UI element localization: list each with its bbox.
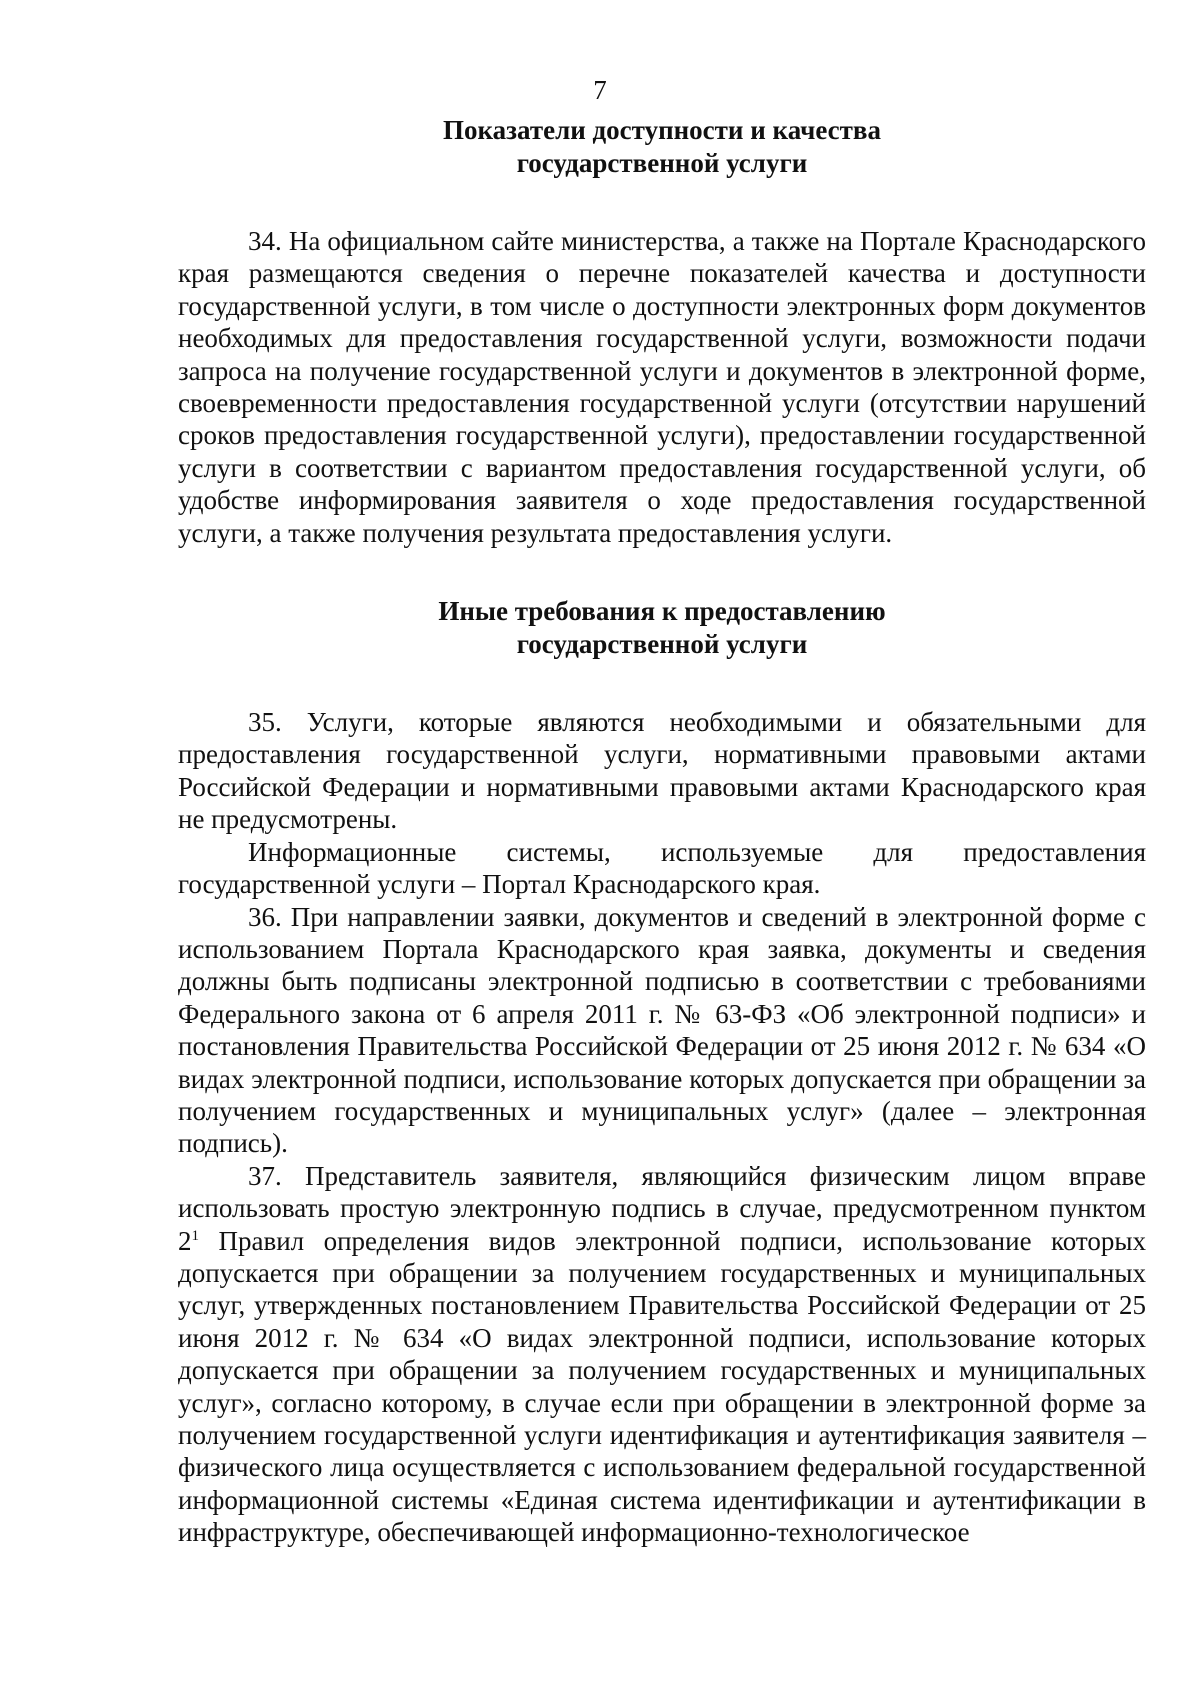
document-body xyxy=(178,114,1146,1549)
heading-line-2: государственной услуги xyxy=(516,629,808,660)
paragraph-37-part-1: 37. Представитель заявителя, являющийся физическим лицом вправе использовать простую электронную подпись в случае, предусмотренном пунктом 2 xyxy=(178,1160,1146,1256)
heading-line-1: Иные требования к предоставлению xyxy=(438,596,886,627)
paragraph-37 xyxy=(178,1160,1146,1549)
section-heading-other-requirements xyxy=(178,595,1146,661)
paragraph-35-information-systems: Информационные системы, используемые для предоставления государственной услуги – Портал Краснодарского края. xyxy=(178,836,1146,900)
paragraph-34: 34. На официальном сайте министерства, а также на Портале Краснодарского края размещаются сведения о перечне показателей качества и доступности государственной услуги, в том числе о доступности электронных форм документов необходимых для предоставления государственной услуги, возможности подачи запроса на получение государственной услуги и документов в электронной форме, своевременности предоставления государственной услуги (отсутствии нарушений сроков предоставления государственной услуги), предоставлении государственной услуги в соответствии с вариантом предоставления государственной услуги, об удобстве информирования заявителя о ходе предоставления государственной услуги, а также получения результата предоставления услуги. xyxy=(178,226,1146,548)
section-heading-availability-quality xyxy=(178,114,1146,180)
superscript-marker: 1 xyxy=(191,1227,199,1244)
paragraph-36: 36. При направлении заявки, документов и сведений в электронной форме с использованием Портала Краснодарского края заявка, документы и сведения должны быть подписаны электронной подписью в соответствии с требованиями Федерального закона от 6 апреля 2011 г. № 63-ФЗ «Об электронной подписи» и постановления Правительства Российской Федерации от 25 июня 2012 г. № 634 «О видах электронной подписи, использование которых допускается при обращении за получением государственных и муниципальных услуг» (далее – электронная подпись). xyxy=(178,901,1146,1159)
heading-line-2: государственной услуги xyxy=(516,148,808,178)
page-number: 7 xyxy=(593,75,607,105)
heading-line-1: Показатели доступности и качества xyxy=(443,115,881,145)
paragraph-37-part-2: Правил определения видов электронной подписи, использование которых допускается при обращении за получением государственных и муниципальных услуг, утвержденных постановлением Правительства Российской Федерации от 25 июня 2012 г. № 634 «О видах электронной подписи, использование которых допускается при обращении за получением государственных и муниципальных услуг», согласно которому, в случае если при обращении в электронной форме за получением государственной услуги идентификация и аутентификация заявителя – физического лица осуществляется с использованием федеральной государственной информационной системы «Единая система идентификации и аутентификации в инфраструктуре, обеспечивающей информационно-технологическое xyxy=(178,1225,1146,1548)
paragraph-35: 35. Услуги, которые являются необходимыми и обязательными для предоставления государственной услуги, нормативными правовыми актами Российской Федерации и нормативными правовыми актами Краснодарского края не предусмотрены. xyxy=(178,707,1146,835)
